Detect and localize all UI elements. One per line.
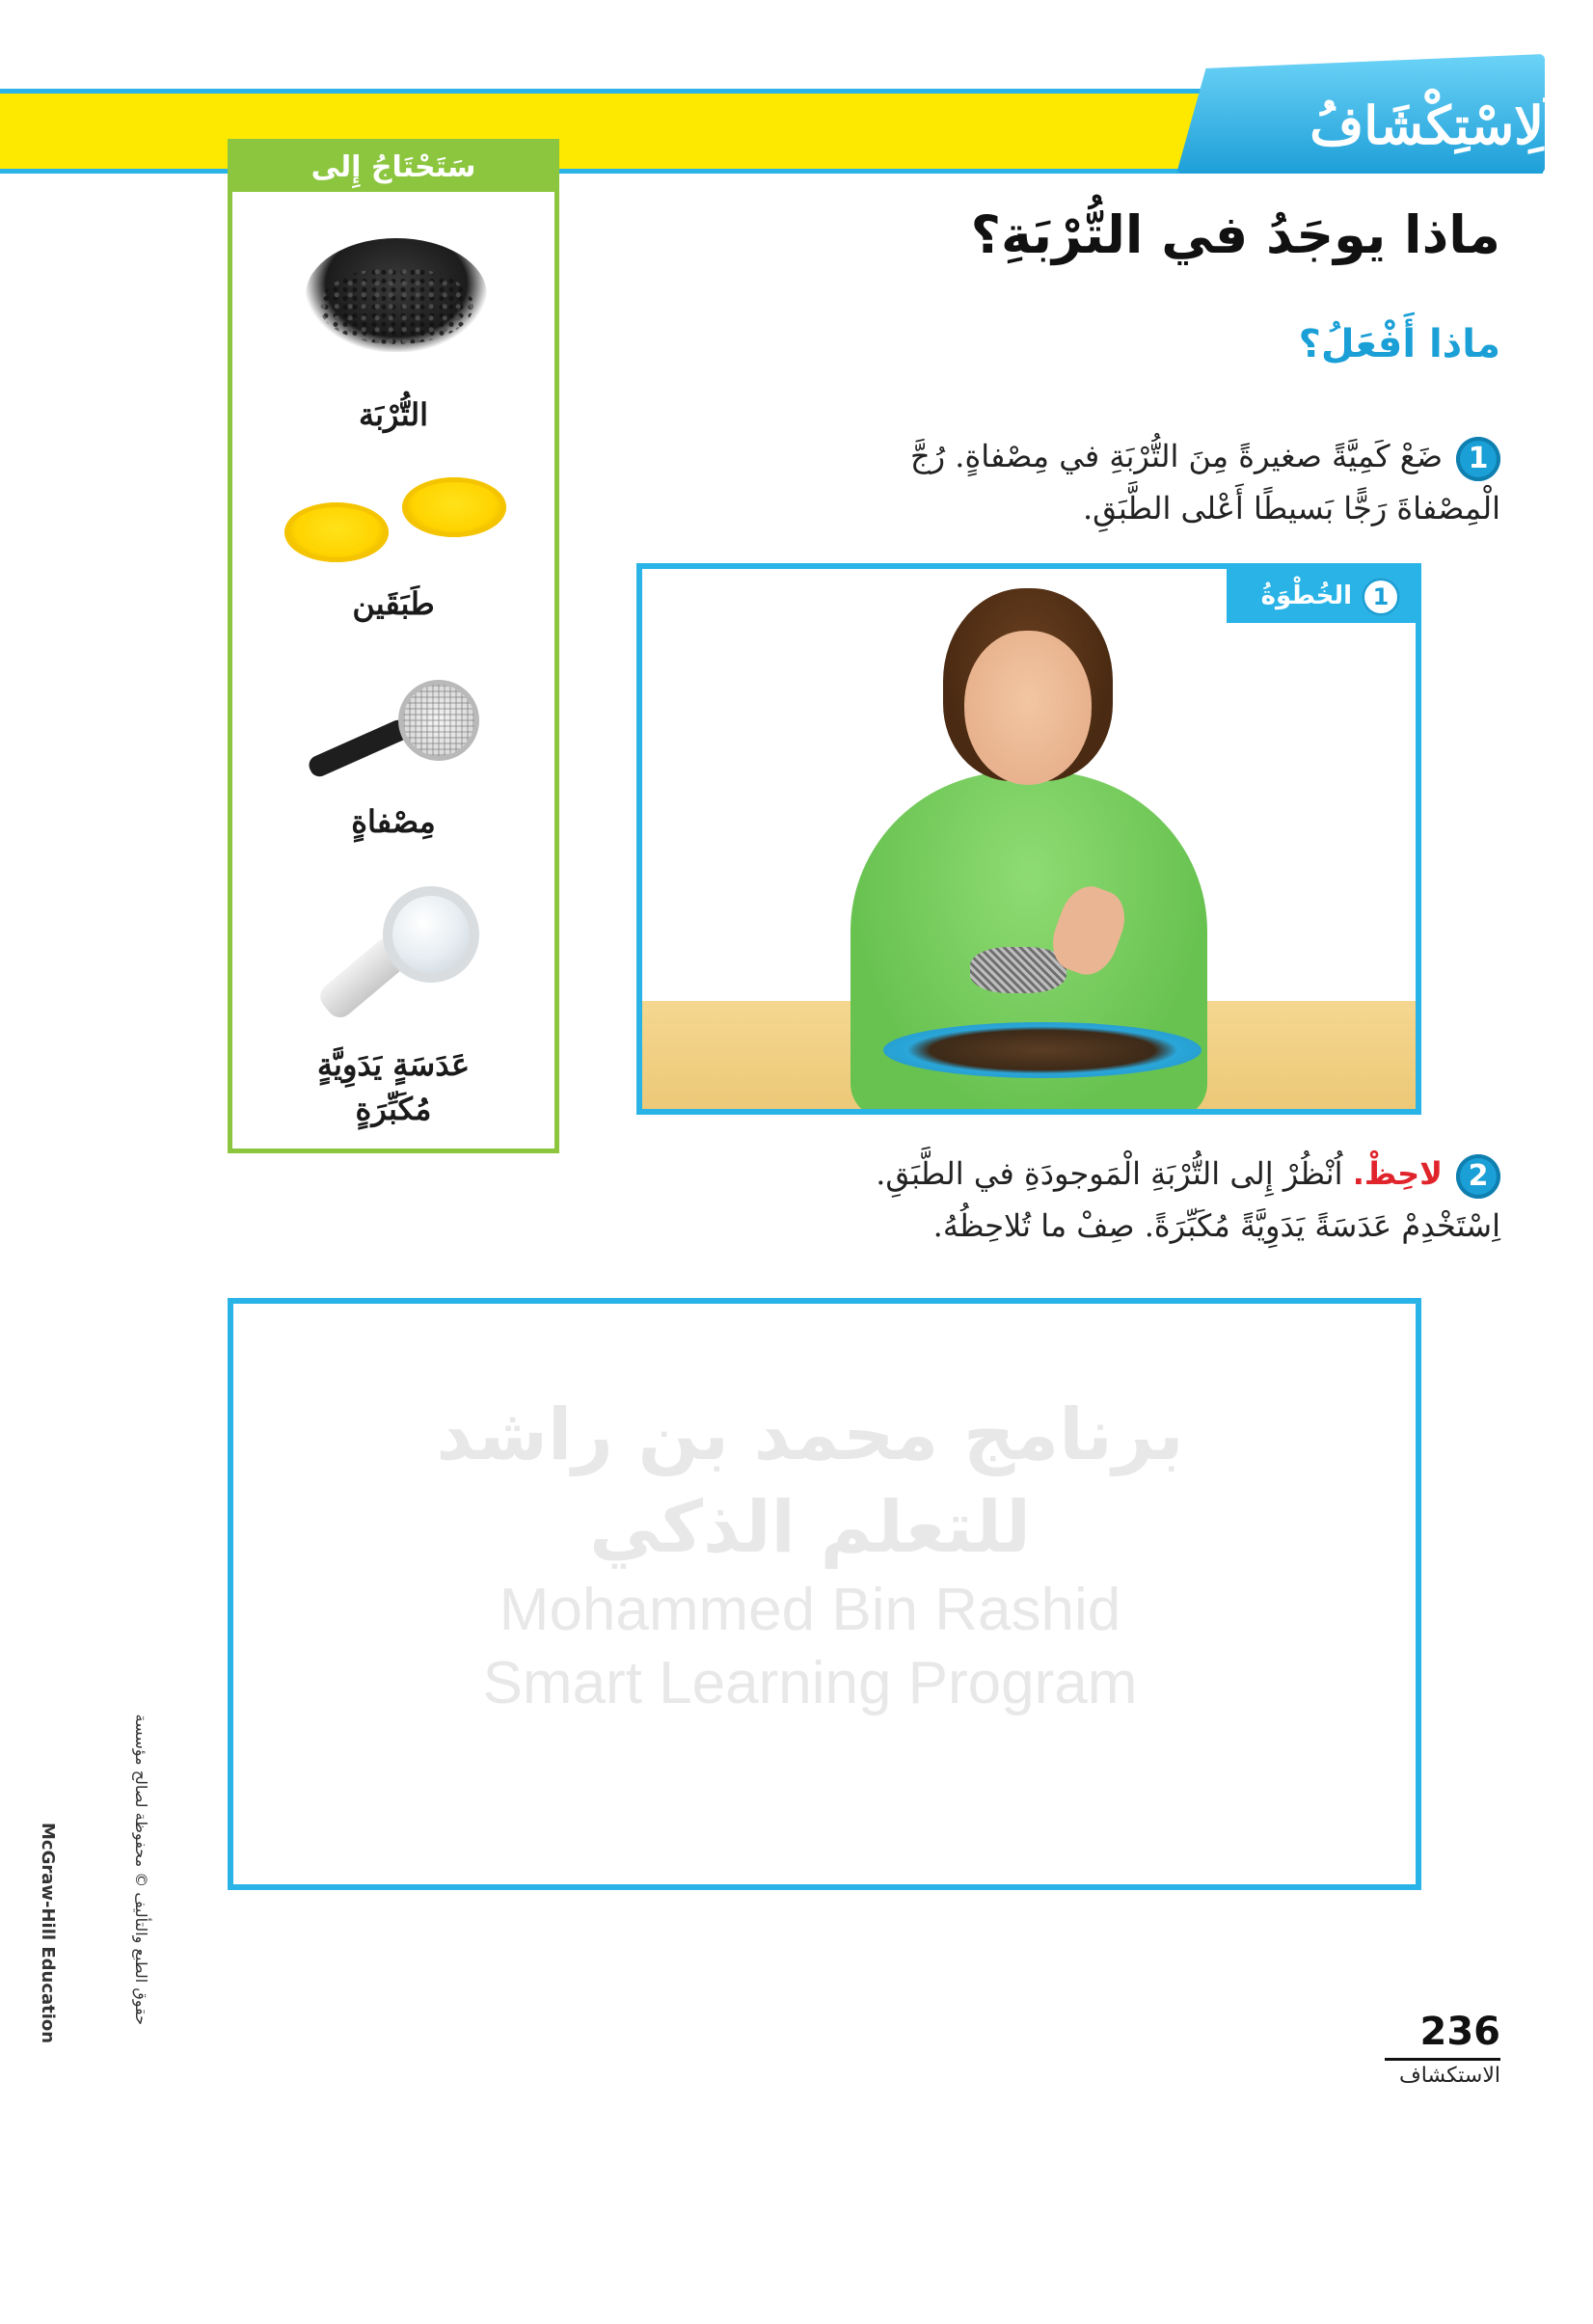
- watermark-ar-line1: برنامج محمد بن راشد: [436, 1393, 1184, 1476]
- material-label-soil: التُّرْبَة: [358, 396, 428, 433]
- page-number-rule: [1385, 2058, 1500, 2061]
- watermark-en-line1: Mohammed Bin Rashid: [499, 1577, 1121, 1643]
- material-label-plates: طَبَقَين: [352, 585, 435, 622]
- page-section-name: الاستكشاف: [1398, 2064, 1500, 2088]
- step-1-text-2: الْمِصْفاةَ رَجًّا بَسيطًا أَعْلى الطَّبَقِ.: [1082, 490, 1500, 527]
- step-1-text-1: ضَعْ كَمِيَّةً صغيرةً مِنَ التُّرْبَةِ في مِصْفاةٍ. رُجَّ: [910, 438, 1443, 474]
- publisher-credit: McGraw-Hill Education: [38, 1823, 58, 2044]
- step-2-line1: [671, 1148, 1500, 1200]
- step-number-badge: 1: [1456, 437, 1500, 481]
- yellow-plate-icon: [284, 502, 389, 562]
- strainer-handle-icon: [306, 717, 411, 780]
- soil-pile-icon: [306, 238, 487, 352]
- girl-face: [964, 631, 1092, 785]
- answer-box[interactable]: [228, 1298, 1421, 1890]
- step-2-line2: [671, 1200, 1500, 1252]
- yellow-plate-icon: [402, 477, 506, 537]
- strainer-in-hand: [970, 947, 1066, 993]
- photo-step-tab: [1227, 569, 1416, 623]
- step-1-photo: [636, 563, 1421, 1115]
- step-2-text-1: اُنْظُرْ إِلى التُّرْبَةِ الْمَوجودَةِ في الطَّبَقِ.: [876, 1155, 1343, 1192]
- watermark-ar-line2: للتعلم الذكي: [589, 1486, 1031, 1569]
- step-2-text-2: اِسْتَخْدِمْ عَدَسَةً يَدَوِيَّةً مُكَبِّرَةً. صِفْ ما تُلاحِظُهُ.: [932, 1207, 1500, 1244]
- step-1: [671, 430, 1500, 534]
- page-title: ماذا يوجَدُ في التُّرْبَةِ؟: [970, 204, 1500, 265]
- strainer-icon: [398, 680, 479, 761]
- blue-tray-with-soil: [883, 1022, 1202, 1078]
- step-1-line1: [671, 430, 1500, 482]
- material-label-magnifier-line2: مُكَبِّرَةٍ: [355, 1091, 432, 1127]
- magnifier-icon: [383, 886, 479, 983]
- page-number: 236: [1419, 2010, 1500, 2054]
- materials-box: [228, 139, 559, 1153]
- photo-step-number: 1: [1362, 578, 1400, 616]
- watermark-en-line2: Smart Learning Program: [482, 1650, 1138, 1716]
- step-2: [671, 1148, 1500, 1252]
- material-label-magnifier-line1: عَدَسَةٍ يَدَوِيَّةٍ: [316, 1046, 471, 1083]
- material-label-strainer: مِصْفاةٍ: [351, 803, 436, 840]
- materials-title: سَتَحْتَاجُ إِلى: [232, 144, 554, 192]
- section-heading: ماذا أَفْعَلُ؟: [1298, 322, 1500, 366]
- section-tab-label: اَلِاسْتِكْشَافُ: [1310, 95, 1558, 156]
- step-number-badge: 2: [1456, 1154, 1500, 1199]
- observe-keyword: لاحِظْ.: [1352, 1155, 1443, 1192]
- photo-step-label: الخُطْوَةُ: [1260, 581, 1352, 610]
- rights-credit: حقوق الطبع والتأليف © محفوظة لصالح مؤسسة: [132, 1714, 150, 2025]
- step-1-line2: [671, 482, 1500, 534]
